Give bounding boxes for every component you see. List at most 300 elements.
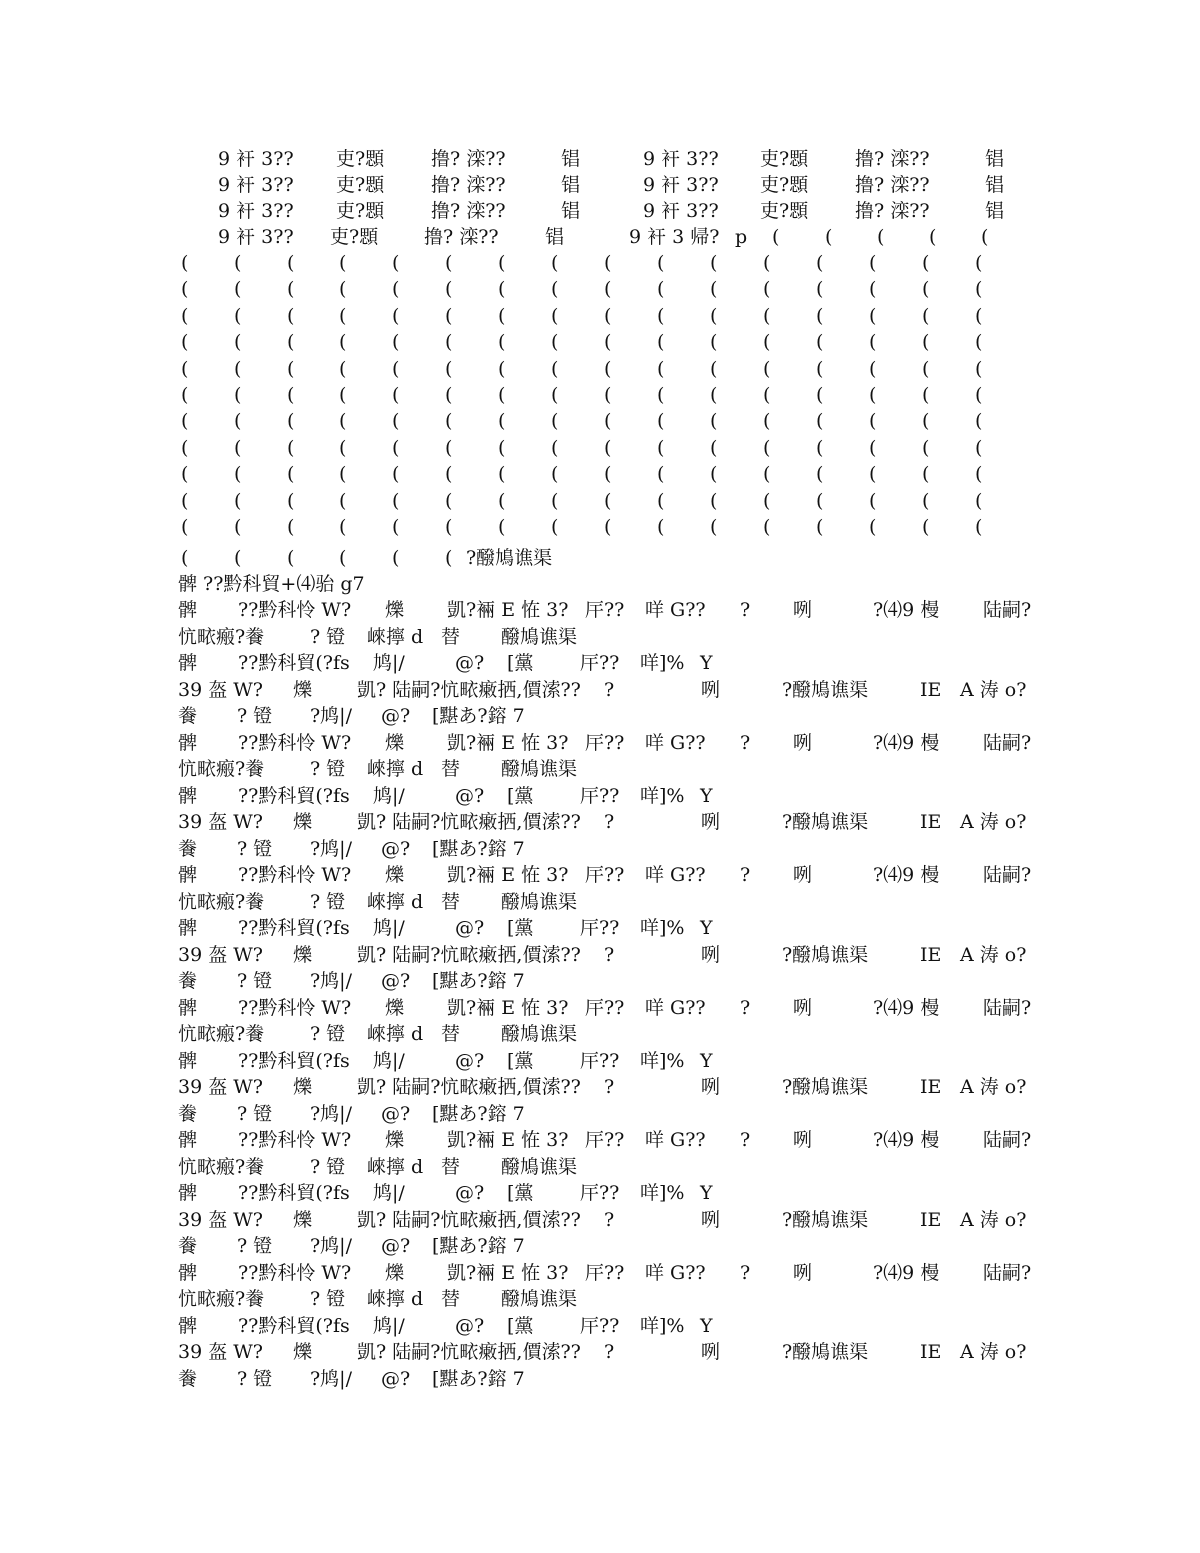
paren-mark: (: [604, 384, 612, 406]
block-cell: ?: [740, 1129, 751, 1151]
paren-mark: (: [975, 252, 983, 274]
paren-mark: (: [181, 252, 189, 274]
paren-mark: (: [498, 516, 506, 538]
block-cell: @?: [381, 705, 411, 727]
block-cell: [黮あ?鎔 7: [432, 970, 525, 992]
paren-mark: (: [181, 278, 189, 301]
header-cell: 9 衦 3 帰?: [629, 226, 720, 248]
block-cell: ?: [740, 599, 751, 621]
block-cell: ? 镫: [237, 837, 273, 860]
paren-mark: (: [657, 384, 665, 406]
paren-mark: (: [234, 252, 242, 274]
paren-mark: (: [287, 463, 295, 486]
block-cell: [黨: [507, 917, 534, 939]
paren-mark: (: [975, 331, 983, 354]
paren-mark: (: [498, 278, 506, 301]
paren-mark: (: [975, 463, 983, 486]
paren-mark: (: [710, 516, 718, 538]
block-line: [0, 597, 1200, 623]
paren-mark: (: [657, 436, 665, 459]
paren-mark: (: [975, 304, 983, 327]
block-cell: @?: [455, 784, 485, 807]
paren-mark: (: [869, 331, 877, 354]
block-cell: ??黔科怜 W?: [238, 1129, 352, 1151]
block-cell: 鸠|/: [373, 1049, 405, 1072]
paren-mark: (: [763, 436, 771, 459]
block-line: [0, 1233, 1200, 1259]
block-cell: 咩]%: [640, 1314, 685, 1337]
block-cell: ??黔科貿(?fs: [238, 1182, 350, 1204]
block-line: [0, 1074, 1200, 1100]
block-cell: 咧: [701, 1341, 721, 1363]
paren-mark: (: [604, 489, 612, 512]
paren-mark: (: [869, 436, 877, 459]
block-cell: ?: [740, 1261, 751, 1284]
block-line: [0, 624, 1200, 650]
paren-mark: (: [922, 410, 930, 433]
header-cell: 撸? 滦??: [855, 148, 930, 170]
block-cell: 替: [441, 1155, 461, 1178]
block-cell: 厈??: [580, 1049, 620, 1072]
paren-mark: (: [392, 304, 400, 327]
block-line: [0, 1154, 1200, 1180]
block-line: [0, 783, 1200, 809]
block-cell: 凱?裲 E 恠 3?: [447, 1261, 569, 1284]
paren-mark: (: [710, 331, 718, 354]
block-cell: ?鸠|/: [310, 837, 352, 860]
block-cell: 凱? 陆嗣?忼畩瘷拪,價溹??: [357, 811, 581, 833]
block-cell: ?⑷9 槾: [873, 996, 940, 1019]
block-cell: 忼畩瘢?餋: [178, 1288, 265, 1310]
block-cell: A 涛 o?: [960, 1076, 1027, 1098]
block-cell: 咧: [701, 811, 721, 833]
paren-mark: (: [287, 331, 295, 354]
block-cell: ?鸠|/: [310, 705, 352, 727]
paren-mark: (: [763, 384, 771, 406]
block-cell: ??黔科怜 W?: [238, 599, 352, 621]
paren-mark: (: [287, 436, 295, 459]
paren-row: [0, 382, 1200, 408]
block-cell: 忼畩瘢?餋: [178, 625, 265, 648]
paren-mark: (: [181, 463, 189, 486]
block-cell: 咧: [793, 996, 813, 1019]
paren-mark: (: [339, 547, 347, 569]
paren-mark: (: [551, 410, 559, 433]
block-cell: 鸠|/: [373, 652, 405, 674]
paren-mark: (: [392, 331, 400, 354]
paren-mark: (: [657, 463, 665, 486]
paren-mark: (: [975, 410, 983, 433]
paren-row: [0, 545, 1200, 571]
block-cell: 咩]%: [640, 652, 685, 674]
block-line: [0, 1339, 1200, 1365]
block-cell: 餋: [178, 970, 198, 992]
paren-mark: (: [234, 463, 242, 486]
paren-mark: (: [339, 304, 347, 327]
header-cell: 吏?顋: [760, 148, 809, 170]
header-cell: 锠: [985, 148, 1005, 170]
paren-mark: (: [287, 304, 295, 327]
paren-mark: (: [816, 489, 824, 512]
block-cell: 髀: [178, 1314, 198, 1337]
block-cell: 陆嗣?: [983, 1129, 1032, 1151]
block-cell: 替: [441, 1023, 461, 1045]
block-cell: IE: [920, 811, 942, 833]
block-cell: ??黔科貿(?fs: [238, 784, 350, 807]
block-cell: ??黔科怜 W?: [238, 731, 352, 754]
paren-mark: (: [657, 331, 665, 354]
block-line: [0, 677, 1200, 703]
block-cell: @?: [381, 837, 411, 860]
paren-mark: (: [287, 489, 295, 512]
paren-mark: (: [816, 331, 824, 354]
block-cell: 厈??: [585, 731, 625, 754]
block-cell: [黨: [507, 1049, 534, 1072]
block-line: [0, 1260, 1200, 1286]
block-cell: ?⑷9 槾: [873, 1261, 940, 1284]
block-cell: ?: [740, 864, 751, 886]
block-cell: IE: [920, 1076, 942, 1098]
paren-mark: (: [181, 436, 189, 459]
block-cell: 厈??: [580, 1314, 620, 1337]
block-cell: 咩 G??: [645, 996, 706, 1019]
paren-mark: (: [445, 516, 453, 538]
block-cell: 鸠|/: [373, 1314, 405, 1337]
block-cell: 爍: [385, 731, 405, 754]
block-cell: 崍擰 d: [367, 1155, 424, 1178]
paren-mark: (: [869, 357, 877, 380]
paren-mark: (: [816, 278, 824, 301]
block-cell: 凱? 陆嗣?忼畩瘷拪,價溹??: [357, 1208, 581, 1231]
block-line: [0, 836, 1200, 862]
header-cell: 锠: [545, 226, 565, 248]
paren-mark: (: [657, 357, 665, 380]
block-cell: ?: [604, 1341, 615, 1363]
paren-mark: (: [234, 489, 242, 512]
block-cell: 厈??: [585, 1261, 625, 1284]
paren-mark: (: [498, 252, 506, 274]
block-cell: ? 镫: [310, 625, 346, 648]
paren-mark: (: [181, 547, 189, 569]
paren-mark: (: [287, 547, 295, 569]
paren-mark: (: [604, 278, 612, 301]
block-cell: 陆嗣?: [983, 996, 1032, 1019]
block-cell: ??黔科貿(?fs: [238, 917, 350, 939]
paren-mark: (: [869, 304, 877, 327]
block-cell: ?醱鳩谯渠: [782, 1341, 869, 1363]
paren-mark: (: [181, 357, 189, 380]
block-cell: 髀: [178, 1261, 198, 1284]
paren-mark: (: [339, 357, 347, 380]
block-cell: 髀: [178, 1049, 198, 1072]
block-line: [0, 1207, 1200, 1233]
paren-mark: (: [392, 384, 400, 406]
block-cell: 39 盔 W?: [178, 1208, 263, 1231]
block-cell: A 涛 o?: [960, 1341, 1027, 1363]
header-cell: 撸? 滦??: [424, 226, 499, 248]
paren-mark: (: [498, 384, 506, 406]
block-cell: ? 镫: [310, 890, 346, 913]
block-cell: 39 盔 W?: [178, 943, 263, 966]
block-cell: [黮あ?鎔 7: [432, 837, 525, 860]
header-cell: 撸? 滦??: [431, 148, 506, 170]
block-cell: IE: [920, 1208, 942, 1231]
header-cell: 9 衦 3??: [643, 148, 719, 170]
block-cell: [黮あ?鎔 7: [432, 1235, 525, 1257]
paren-mark: (: [339, 436, 347, 459]
header-cell: 9 衦 3??: [218, 200, 294, 222]
paren-mark: (: [551, 252, 559, 274]
paren-mark: (: [498, 410, 506, 433]
block-cell: 39 盔 W?: [178, 678, 263, 701]
paren-mark: (: [657, 489, 665, 512]
block-cell: 崍擰 d: [367, 758, 424, 780]
block-cell: 髀: [178, 1129, 198, 1151]
block-cell: 餋: [178, 837, 198, 860]
paren-mark: (: [445, 384, 453, 406]
paren-mark: (: [816, 357, 824, 380]
paren-mark: (: [825, 226, 833, 248]
paren-mark: (: [445, 252, 453, 274]
paren-mark: (: [551, 304, 559, 327]
paren-mark: (: [181, 410, 189, 433]
header-cell: 撸? 滦??: [431, 174, 506, 196]
block-cell: 爍: [385, 996, 405, 1019]
paren-mark: (: [710, 436, 718, 459]
paren-mark: (: [929, 226, 937, 248]
header-cell: 吏?顋: [760, 200, 809, 222]
paren-mark: (: [975, 384, 983, 406]
block-line: [0, 1286, 1200, 1312]
paren-mark: (: [710, 357, 718, 380]
paren-mark: (: [710, 463, 718, 486]
block-cell: 爍: [293, 943, 313, 966]
paren-mark: (: [604, 304, 612, 327]
paren-mark: (: [922, 436, 930, 459]
block-cell: 髀: [178, 731, 198, 754]
paren-mark: (: [498, 436, 506, 459]
paren-row: [0, 408, 1200, 434]
paren-mark: (: [710, 252, 718, 274]
paren-mark: (: [981, 226, 989, 248]
paren-mark: (: [181, 384, 189, 406]
paren-mark: (: [922, 384, 930, 406]
header-cell: 锠: [561, 148, 581, 170]
block-cell: ?: [604, 1208, 615, 1231]
block-cell: 替: [441, 1288, 461, 1310]
paren-mark: (: [604, 357, 612, 380]
paren-row: [0, 514, 1200, 540]
block-line: [0, 1313, 1200, 1339]
header-cell: 撸? 滦??: [431, 200, 506, 222]
block-cell: ?⑷9 槾: [873, 599, 940, 621]
paren-mark: (: [816, 410, 824, 433]
block-line: [0, 1366, 1200, 1392]
block-cell: 爍: [293, 1341, 313, 1363]
paren-mark: (: [604, 410, 612, 433]
block-cell: 39 盔 W?: [178, 1341, 263, 1363]
paren-mark: (: [710, 410, 718, 433]
paren-mark: (: [392, 489, 400, 512]
block-cell: 凱?裲 E 恠 3?: [447, 864, 569, 886]
paren-mark: (: [975, 357, 983, 380]
block-cell: Y: [700, 917, 713, 939]
paren-row: [0, 435, 1200, 461]
paren-mark: (: [975, 278, 983, 301]
paren-mark: (: [445, 489, 453, 512]
paren-mark: (: [339, 489, 347, 512]
paren-mark: (: [922, 331, 930, 354]
block-cell: 咧: [701, 1076, 721, 1098]
paren-mark: (: [445, 304, 453, 327]
block-cell: ?⑷9 槾: [873, 864, 940, 886]
block-cell: 爍: [293, 1076, 313, 1098]
block-line: [0, 1101, 1200, 1127]
block-cell: 崍擰 d: [367, 890, 424, 913]
block-cell: 髀: [178, 784, 198, 807]
block-cell: 醱鳩谯渠: [501, 1023, 578, 1045]
block-cell: ??黔科貿(?fs: [238, 1314, 350, 1337]
paren-row: [0, 303, 1200, 329]
block-cell: ?醱鳩谯渠: [782, 1076, 869, 1098]
block-cell: 39 盔 W?: [178, 1076, 263, 1098]
block-cell: ?醱鳩谯渠: [782, 1208, 869, 1231]
block-cell: Y: [700, 1314, 713, 1337]
paren-mark: (: [551, 278, 559, 301]
block-cell: ?: [604, 1076, 615, 1098]
block-line: [0, 1048, 1200, 1074]
block-cell: 咧: [793, 864, 813, 886]
paren-mark: (: [234, 547, 242, 569]
paren-mark: (: [657, 278, 665, 301]
block-cell: ? 镫: [310, 1023, 346, 1045]
block-cell: 忼畩瘢?餋: [178, 1155, 265, 1178]
block-cell: 咩 G??: [645, 599, 706, 621]
block-cell: 厈??: [580, 1182, 620, 1204]
block-cell: 醱鳩谯渠: [501, 758, 578, 780]
paren-mark: (: [498, 331, 506, 354]
block-cell: Y: [700, 1049, 713, 1072]
paren-row: [0, 250, 1200, 276]
paren-mark: (: [763, 410, 771, 433]
paren-mark: (: [551, 489, 559, 512]
paren-mark: (: [772, 226, 780, 248]
paren-mark: (: [763, 304, 771, 327]
block-cell: 咩]%: [640, 1182, 685, 1204]
block-cell: @?: [455, 1182, 485, 1204]
block-cell: @?: [455, 652, 485, 674]
paren-mark: (: [604, 252, 612, 274]
block-cell: 醱鳩谯渠: [501, 890, 578, 913]
paren-mark: (: [339, 278, 347, 301]
block-cell: [黨: [507, 784, 534, 807]
header-cell: 撸? 滦??: [855, 200, 930, 222]
paren-mark: (: [975, 516, 983, 538]
paren-mark: (: [287, 384, 295, 406]
paren-mark: (: [869, 410, 877, 433]
paren-mark: (: [816, 384, 824, 406]
paren-mark: (: [869, 252, 877, 274]
block-line: [0, 942, 1200, 968]
block-cell: 爍: [385, 599, 405, 621]
block-cell: IE: [920, 1341, 942, 1363]
paren-mark: (: [551, 436, 559, 459]
block-cell: 陆嗣?: [983, 864, 1032, 886]
paren-mark: (: [710, 384, 718, 406]
block-cell: 咧: [701, 678, 721, 701]
paren-mark: (: [287, 410, 295, 433]
block-cell: @?: [381, 1102, 411, 1125]
paren-mark: (: [710, 489, 718, 512]
block-cell: 鸠|/: [373, 1182, 405, 1204]
paren-mark: (: [922, 463, 930, 486]
paren-mark: (: [657, 252, 665, 274]
paren-mark: (: [922, 489, 930, 512]
header-cell: 锠: [561, 200, 581, 222]
block-cell: 醱鳩谯渠: [501, 1288, 578, 1310]
paren-mark: (: [551, 357, 559, 380]
paren-mark: (: [287, 357, 295, 380]
paren-mark: (: [445, 357, 453, 380]
paren-mark: (: [234, 384, 242, 406]
paren-mark: (: [445, 278, 453, 301]
paren-mark: (: [763, 278, 771, 301]
paren-mark: (: [869, 278, 877, 301]
header-cell: 9 衦 3??: [643, 174, 719, 196]
block-cell: @?: [381, 970, 411, 992]
block-cell: ?: [604, 678, 615, 701]
paren-mark: (: [181, 331, 189, 354]
header-cell: 吏?顋: [330, 226, 379, 248]
paren-mark: (: [869, 516, 877, 538]
block-cell: 咩]%: [640, 917, 685, 939]
block-cell: 爍: [293, 678, 313, 701]
block-cell: 39 盔 W?: [178, 811, 263, 833]
block-cell: 咩 G??: [645, 731, 706, 754]
paren-mark: (: [234, 410, 242, 433]
header-cell: 锠: [985, 200, 1005, 222]
header-cell: 吏?顋: [336, 148, 385, 170]
paren-mark: (: [922, 304, 930, 327]
block-cell: 咩 G??: [645, 1261, 706, 1284]
block-cell: 凱?裲 E 恠 3?: [447, 1129, 569, 1151]
paren-mark: (: [339, 410, 347, 433]
block-cell: ? 镫: [237, 705, 273, 727]
paren-mark: (: [551, 331, 559, 354]
block-line: [0, 1021, 1200, 1047]
paren-mark: (: [975, 436, 983, 459]
paren-mark: (: [816, 436, 824, 459]
block-cell: 凱? 陆嗣?忼畩瘷拪,價溹??: [357, 1341, 581, 1363]
header-cell: 9 衦 3??: [218, 174, 294, 196]
paren-mark: (: [234, 357, 242, 380]
block-cell: @?: [381, 1367, 411, 1390]
paren-mark: (: [181, 516, 189, 538]
header-row: [0, 146, 1200, 172]
block-cell: 髀: [178, 1182, 198, 1204]
paren-mark: (: [922, 357, 930, 380]
block-cell: 凱? 陆嗣?忼畩瘷拪,價溹??: [357, 678, 581, 701]
block-cell: 忼畩瘢?餋: [178, 1023, 265, 1045]
paren-mark: (: [445, 436, 453, 459]
block-cell: 爍: [385, 864, 405, 886]
paren-row: [0, 329, 1200, 355]
paren-mark: (: [869, 384, 877, 406]
block-cell: A 涛 o?: [960, 1208, 1027, 1231]
block-cell: 髀: [178, 599, 198, 621]
paren-mark: (: [181, 489, 189, 512]
block-cell: 厈??: [585, 864, 625, 886]
